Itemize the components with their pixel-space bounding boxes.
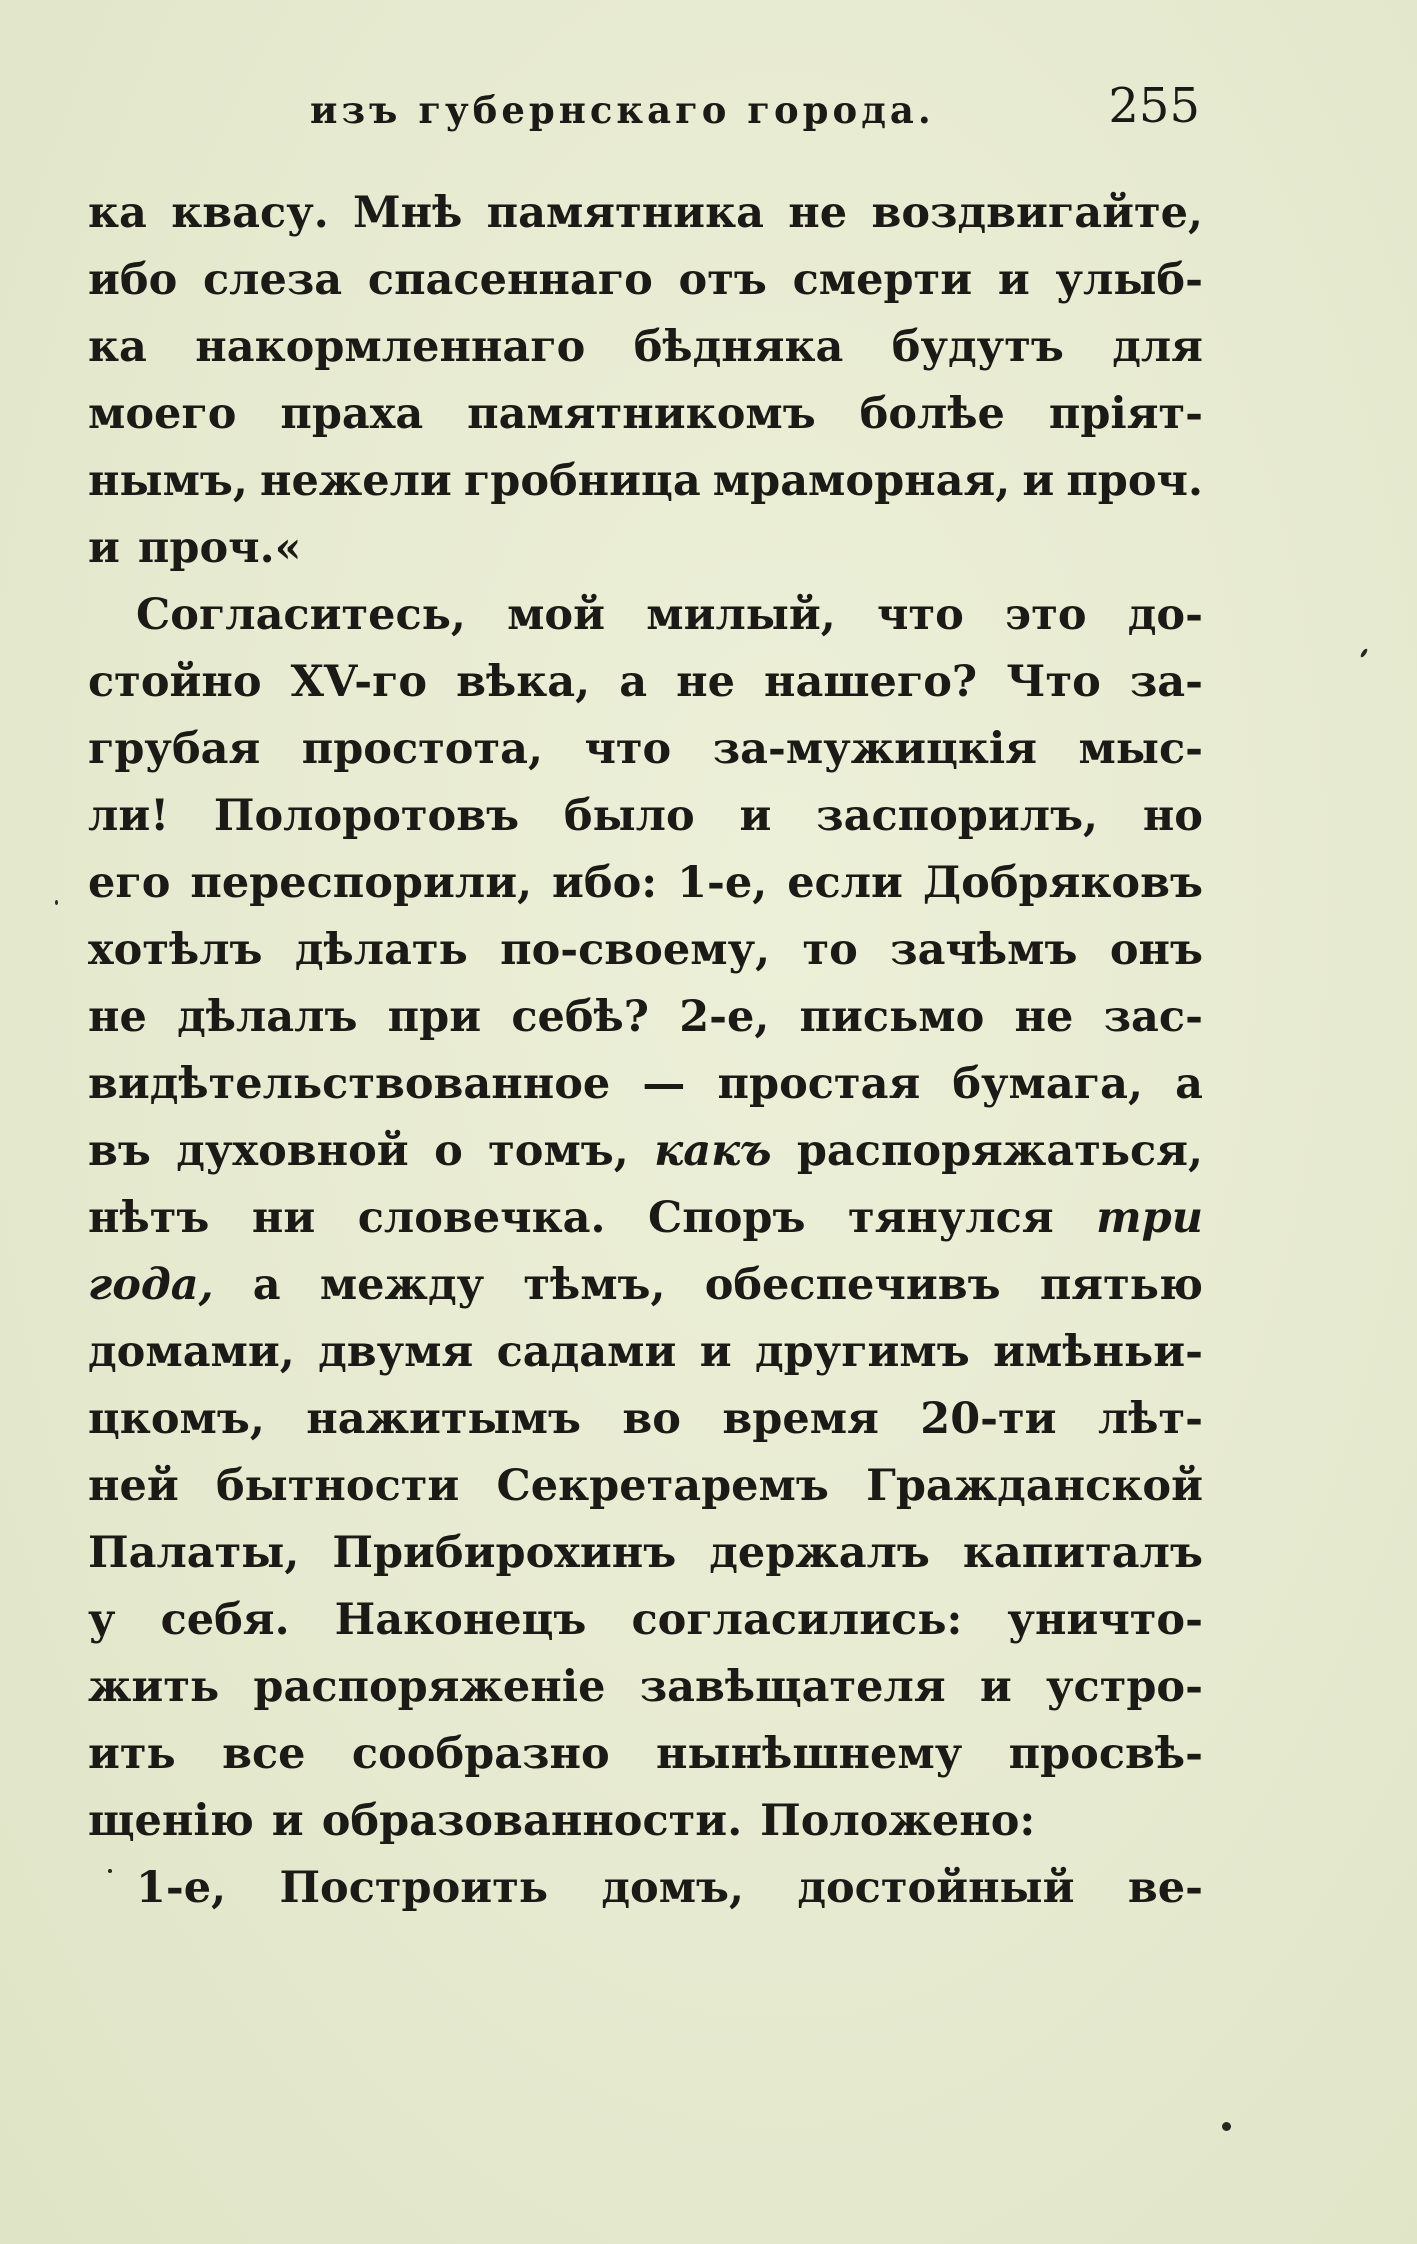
word: не xyxy=(88,992,147,1042)
word: дѣлать xyxy=(294,925,468,975)
word: какъ xyxy=(654,1126,772,1176)
text-line xyxy=(88,1118,1203,1185)
print-speck xyxy=(108,1869,112,1873)
word: простая xyxy=(717,1059,921,1109)
word: что xyxy=(584,724,672,774)
word: а xyxy=(619,657,648,707)
word: за- xyxy=(1129,657,1203,707)
word: мой xyxy=(507,590,606,640)
word: и xyxy=(739,791,772,841)
word: то xyxy=(802,925,858,975)
word: себѣ? xyxy=(511,992,649,1042)
word: распоряженіе xyxy=(253,1662,606,1712)
word: домами, xyxy=(88,1327,295,1377)
word: словечка. xyxy=(357,1193,606,1243)
word: Полоротовъ xyxy=(213,791,520,841)
word: переспорили, xyxy=(190,858,533,908)
word: достойный xyxy=(797,1863,1075,1913)
word: нашего? xyxy=(764,657,978,707)
word: слеза xyxy=(203,255,343,305)
word: Наконецъ xyxy=(334,1595,587,1645)
word: что xyxy=(877,590,964,640)
word: мраморная, xyxy=(712,456,1011,506)
text-line xyxy=(88,1855,1203,1922)
word: милый, xyxy=(646,590,836,640)
word: 20-ти xyxy=(920,1394,1057,1444)
word: до- xyxy=(1127,590,1203,640)
word: устро- xyxy=(1046,1662,1203,1712)
word: Добряковъ xyxy=(922,858,1203,908)
word: цкомъ, xyxy=(88,1394,265,1444)
word: жить xyxy=(88,1662,220,1712)
text-line xyxy=(88,783,1203,850)
word: не xyxy=(788,188,848,238)
word: не xyxy=(1014,992,1074,1042)
word: завѣщателя xyxy=(639,1662,946,1712)
word: бѣдняка xyxy=(633,322,844,372)
text-line xyxy=(88,1453,1203,1520)
word: и xyxy=(997,255,1030,305)
page-header xyxy=(90,78,1200,138)
word: не xyxy=(676,657,735,707)
running-head: изъ губернскаго города. xyxy=(310,88,935,132)
word: пріят- xyxy=(1048,389,1203,439)
text-line xyxy=(88,381,1203,448)
word: нымъ, xyxy=(88,456,248,506)
word: имѣньи- xyxy=(993,1327,1203,1377)
text-line xyxy=(88,984,1203,1051)
word: о xyxy=(434,1126,463,1176)
word: у xyxy=(88,1595,116,1645)
text-line xyxy=(88,1185,1203,1252)
text-line xyxy=(88,1654,1203,1721)
word: уничто- xyxy=(1007,1595,1203,1645)
word: бытности xyxy=(215,1461,460,1511)
word: болѣе xyxy=(859,389,1005,439)
word: Гражданской xyxy=(866,1461,1203,1511)
word: памятникомъ xyxy=(467,389,816,439)
word: Построить xyxy=(279,1863,549,1913)
word: нынѣшнему xyxy=(656,1729,963,1779)
word: грубая xyxy=(88,724,261,774)
word: нѣтъ xyxy=(88,1193,210,1243)
word: вѣка, xyxy=(456,657,591,707)
word: а xyxy=(252,1260,281,1310)
word: 1-е, xyxy=(136,1863,227,1913)
text-line xyxy=(88,716,1203,783)
word: стойно xyxy=(88,657,262,707)
word: его xyxy=(88,858,171,908)
word: и xyxy=(699,1327,732,1377)
word: другимъ xyxy=(754,1327,970,1377)
word: двумя xyxy=(318,1327,474,1377)
word: дѣлалъ xyxy=(177,992,358,1042)
word: — xyxy=(642,1059,686,1109)
word: обеспечивъ xyxy=(704,1260,1001,1310)
word: квасу. xyxy=(171,188,329,238)
word: ней xyxy=(88,1461,179,1511)
word: домъ, xyxy=(601,1863,745,1913)
word: и xyxy=(88,523,120,573)
word: тѣмъ, xyxy=(523,1260,666,1310)
word: ли! xyxy=(88,791,170,841)
word: проч. xyxy=(1066,456,1203,506)
word: себя. xyxy=(160,1595,290,1645)
word: спасеннаго xyxy=(367,255,653,305)
word: ибо xyxy=(88,255,178,305)
word: и xyxy=(271,1796,304,1846)
word: видѣтельствованное xyxy=(88,1059,611,1109)
text-line xyxy=(88,247,1203,314)
word: садами xyxy=(496,1327,677,1377)
word: воздвигайте, xyxy=(871,188,1203,238)
word: ибо: xyxy=(552,858,658,908)
word: для xyxy=(1112,322,1203,372)
word: зас- xyxy=(1103,992,1203,1042)
text-line xyxy=(88,1319,1203,1386)
word: мыс- xyxy=(1078,724,1203,774)
text-line xyxy=(88,649,1203,716)
text-line xyxy=(88,1386,1203,1453)
word: Согласитесь, xyxy=(136,590,466,640)
word: во xyxy=(622,1394,681,1444)
text-line xyxy=(88,917,1203,984)
text-line xyxy=(88,448,1203,515)
word: между xyxy=(319,1260,485,1310)
word: года, xyxy=(88,1260,214,1310)
text-line xyxy=(88,1520,1203,1587)
word: лѣт- xyxy=(1097,1394,1203,1444)
word: это xyxy=(1005,590,1087,640)
word: ка xyxy=(88,188,147,238)
word: держалъ xyxy=(709,1528,930,1578)
word: Секретаремъ xyxy=(496,1461,829,1511)
word: щенію xyxy=(88,1796,254,1846)
word: онъ xyxy=(1109,925,1203,975)
word: нежели xyxy=(259,456,452,506)
word: улыб- xyxy=(1055,255,1203,305)
word: ка xyxy=(88,322,147,372)
word: но xyxy=(1142,791,1203,841)
print-speck xyxy=(1222,2122,1231,2131)
word: время xyxy=(722,1394,879,1444)
text-line xyxy=(88,1587,1203,1654)
word: смерти xyxy=(792,255,973,305)
page-number: 255 xyxy=(1108,78,1200,134)
word: 2-е, xyxy=(679,992,770,1042)
word: при xyxy=(387,992,482,1042)
word: Положено: xyxy=(760,1796,1036,1846)
word: по-своему, xyxy=(500,925,771,975)
word: заспорилъ, xyxy=(816,791,1099,841)
word: праха xyxy=(280,389,424,439)
word: капиталъ xyxy=(962,1528,1203,1578)
word: все xyxy=(222,1729,306,1779)
word: будутъ xyxy=(891,322,1064,372)
text-line xyxy=(88,1721,1203,1788)
word: нажитымъ xyxy=(306,1394,581,1444)
word: зачѣмъ xyxy=(890,925,1078,975)
word: тянулся xyxy=(847,1193,1054,1243)
text-line xyxy=(88,582,1203,649)
word: гробница xyxy=(463,456,701,506)
word: а xyxy=(1175,1059,1203,1109)
text-line xyxy=(88,1252,1203,1319)
text-line xyxy=(88,180,1203,247)
word: въ xyxy=(88,1126,151,1176)
word: накормленнаго xyxy=(195,322,586,372)
word: согласились: xyxy=(631,1595,963,1645)
word: и xyxy=(979,1662,1012,1712)
print-speck xyxy=(1359,648,1368,658)
word: Палаты, xyxy=(88,1528,300,1578)
word: пятью xyxy=(1039,1260,1203,1310)
word: Мнѣ xyxy=(353,188,463,238)
text-line xyxy=(88,850,1203,917)
text-line xyxy=(88,314,1203,381)
word: Что xyxy=(1006,657,1101,707)
word: ить xyxy=(88,1729,176,1779)
word: просвѣ- xyxy=(1008,1729,1203,1779)
word: было xyxy=(563,791,695,841)
word: ни xyxy=(251,1193,316,1243)
word: 1-е, xyxy=(677,858,768,908)
word: памятника xyxy=(486,188,764,238)
word: три xyxy=(1096,1193,1203,1243)
print-speck xyxy=(55,900,58,905)
word: простота, xyxy=(301,724,543,774)
word: ве- xyxy=(1127,1863,1203,1913)
text-line xyxy=(88,515,1203,582)
word: моего xyxy=(88,389,237,439)
text-line xyxy=(88,1051,1203,1118)
word: проч.« xyxy=(137,523,302,573)
word: XV-го xyxy=(290,657,428,707)
word: за-мужицкія xyxy=(712,724,1037,774)
word: Прибирохинъ xyxy=(332,1528,677,1578)
word: если xyxy=(787,858,903,908)
word: духовной xyxy=(176,1126,409,1176)
word: письмо xyxy=(799,992,985,1042)
text-line xyxy=(88,1788,1203,1855)
word: и xyxy=(1022,456,1055,506)
word: распоряжаться, xyxy=(796,1126,1203,1176)
word: хотѣлъ xyxy=(88,925,263,975)
word: сообразно xyxy=(351,1729,610,1779)
word: Споръ xyxy=(648,1193,806,1243)
body-text xyxy=(88,180,1203,1922)
word: отъ xyxy=(678,255,767,305)
word: образованности. xyxy=(321,1796,743,1846)
word: томъ, xyxy=(488,1126,629,1176)
word: бумага, xyxy=(952,1059,1143,1109)
